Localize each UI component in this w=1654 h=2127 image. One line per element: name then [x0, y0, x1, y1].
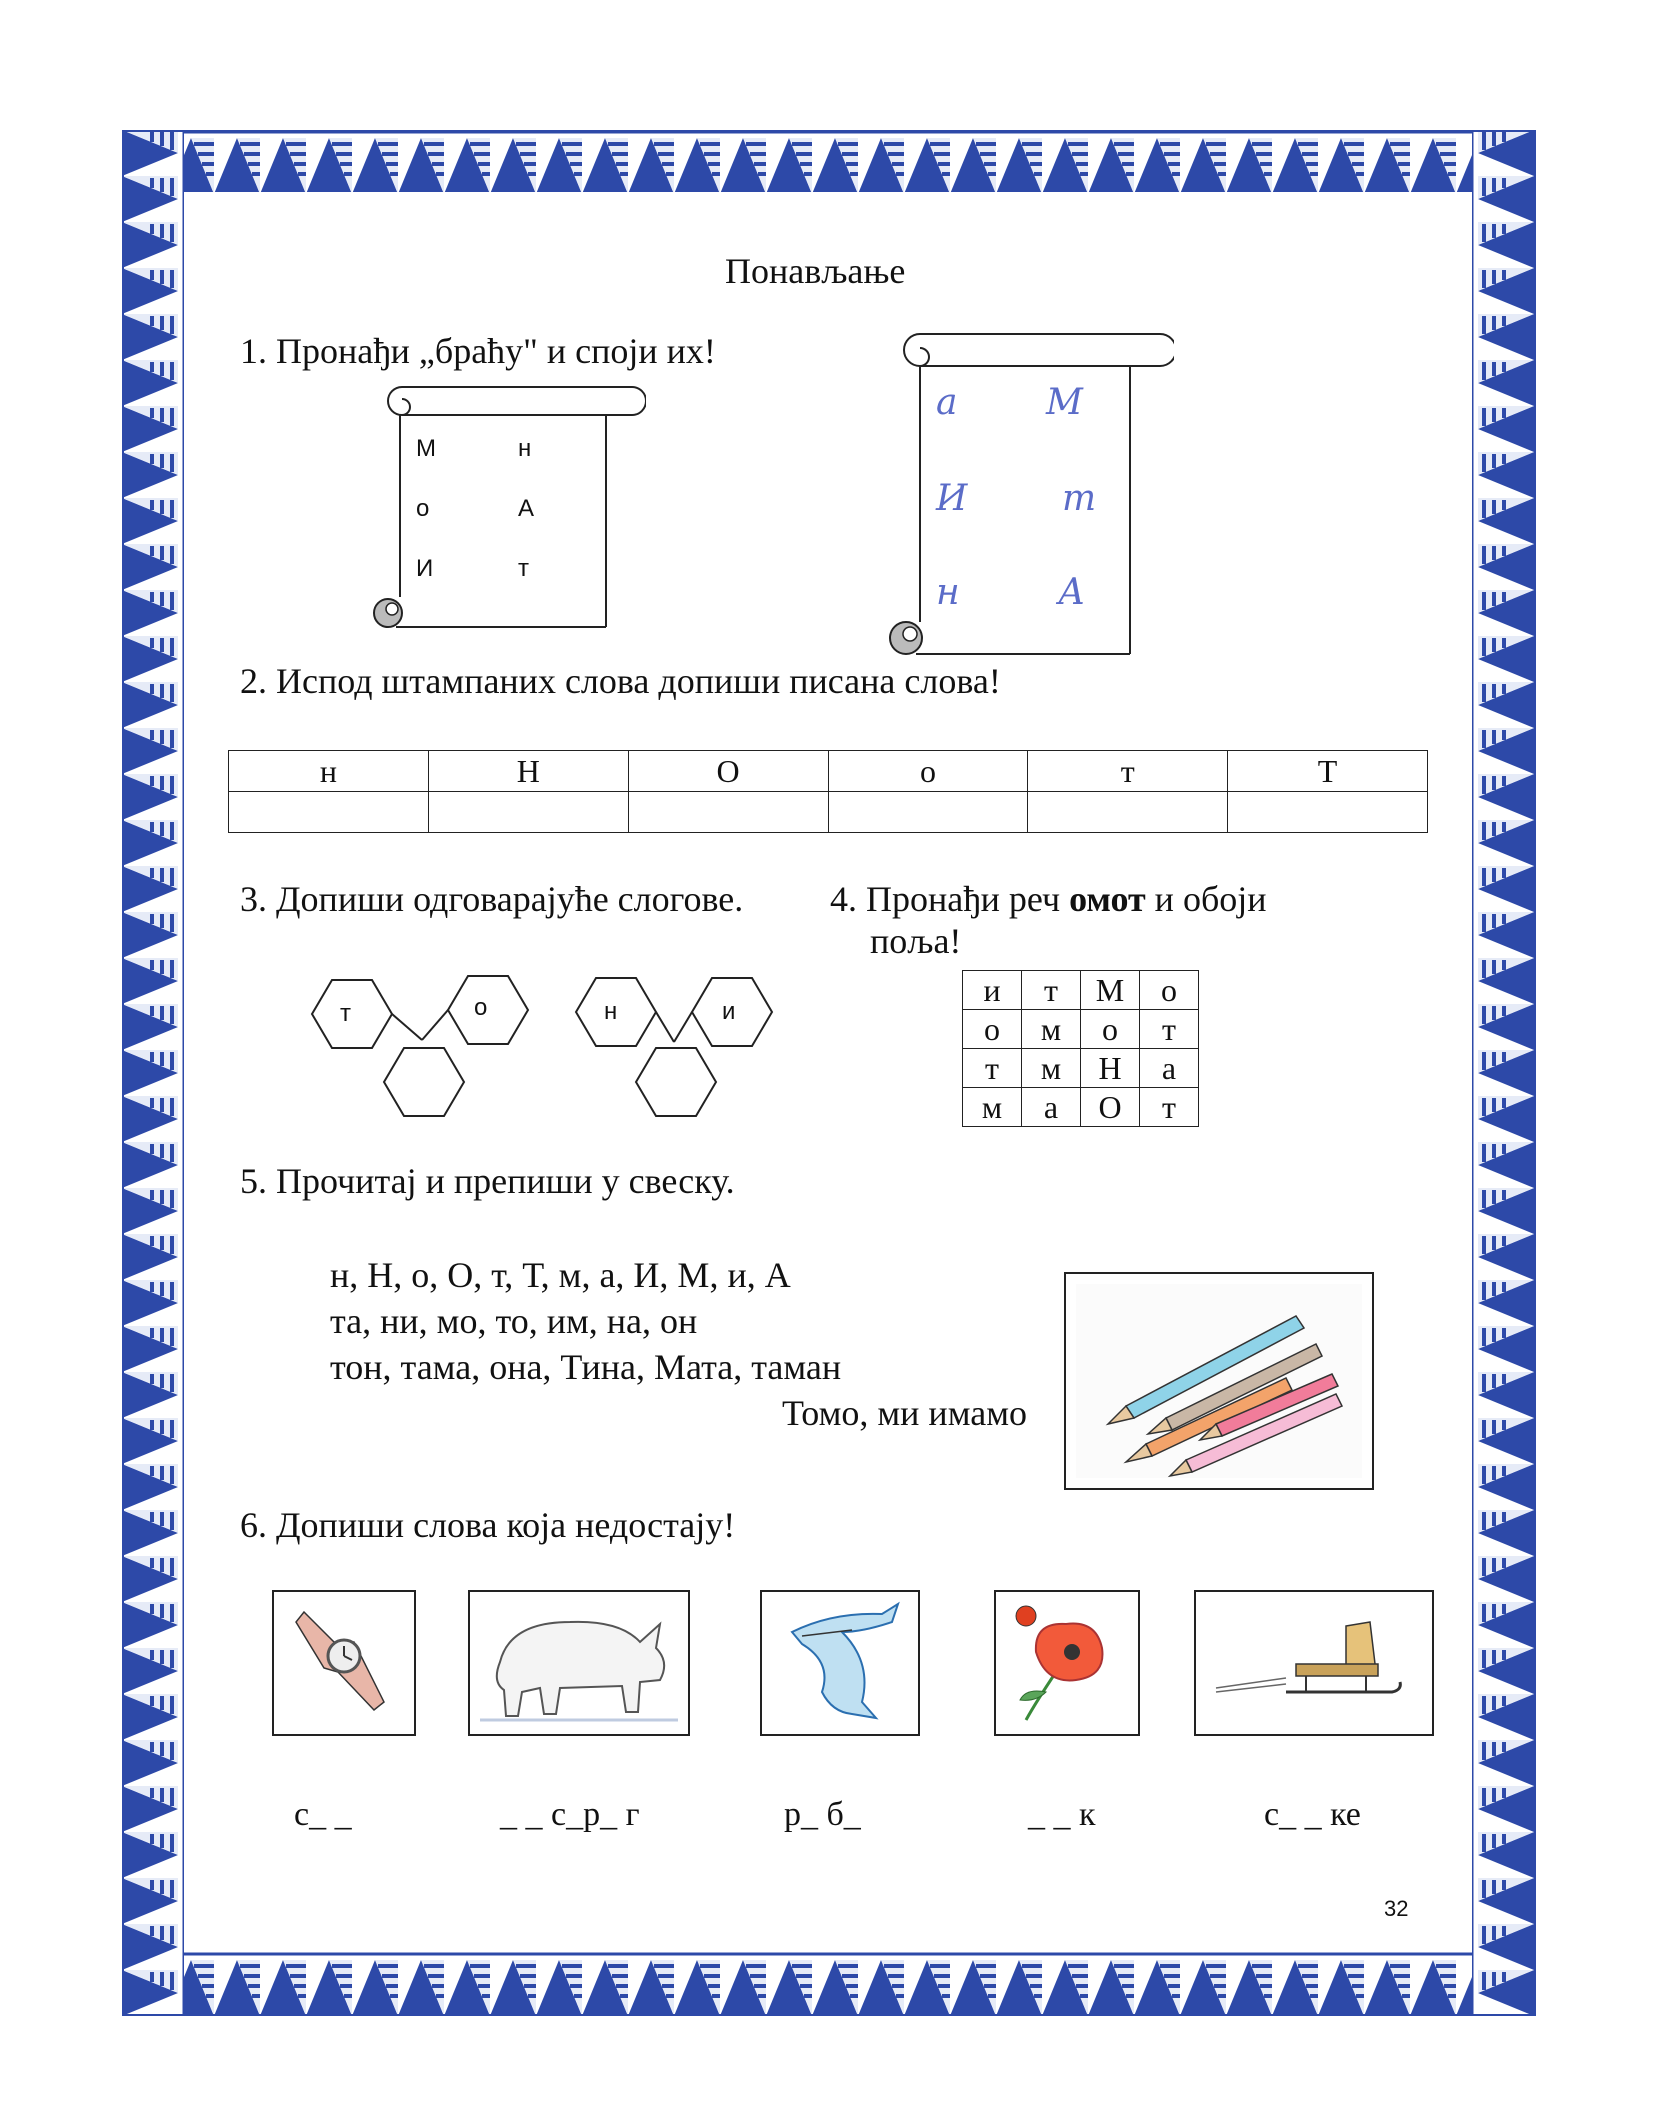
task4-instruction-suffix: и обоји [1145, 879, 1267, 919]
grid-cell[interactable]: О [1081, 1088, 1140, 1127]
shark-picture [760, 1590, 920, 1736]
missing-letters-word[interactable]: _ _ к [1028, 1796, 1096, 1833]
printed-letter: о [416, 495, 430, 522]
grid-cell[interactable]: м [1022, 1010, 1081, 1049]
grid-cell[interactable]: о [1081, 1010, 1140, 1049]
watch-picture [272, 1590, 416, 1736]
script-letter: И [936, 478, 968, 519]
printed-letter: А [518, 495, 535, 522]
reading-line: тон, тама, она, Тина, Мата, таман [330, 1347, 842, 1387]
syllable-group-1 [310, 970, 550, 1130]
grid-cell[interactable]: а [1140, 1049, 1199, 1088]
pencils-picture [1064, 1272, 1374, 1490]
script-letter: М [1046, 382, 1083, 423]
rhino-picture [468, 1590, 690, 1736]
write-cell[interactable] [428, 792, 628, 833]
grid-cell[interactable]: Н [1081, 1049, 1140, 1088]
page-number: 32 [1384, 1896, 1409, 1921]
printed-letter-cell: о [828, 751, 1028, 792]
grid-row [963, 1049, 1199, 1088]
write-cell[interactable] [1028, 792, 1228, 833]
task6-instruction: 6. Допиши слова која недостају! [240, 1505, 736, 1545]
grid-cell[interactable]: о [963, 1010, 1022, 1049]
task4-instruction [830, 878, 1267, 920]
write-cell[interactable] [1228, 792, 1428, 833]
write-cell[interactable] [828, 792, 1028, 833]
reading-line-last: Томо, ми имамо [782, 1393, 1027, 1433]
missing-letters-word[interactable]: с_ _ [294, 1796, 352, 1833]
missing-letters-word[interactable]: р_ б_ [784, 1796, 861, 1833]
script-letter: н [936, 572, 960, 613]
printed-letter-cell: н [229, 751, 429, 792]
grid-row [963, 1088, 1199, 1127]
write-cell[interactable] [628, 792, 828, 833]
task2-instruction: 2. Испод штампаних слова допиши писана слова! [240, 661, 1001, 701]
scroll-script-graphic [884, 332, 1174, 662]
syllable-letter: и [722, 998, 736, 1025]
sled-icon [1196, 1592, 1432, 1734]
syllable-letter: т [340, 1000, 351, 1027]
reading-line: та, ни, мо, то, им, на, он [330, 1301, 698, 1341]
printed-letters-row [229, 751, 1428, 792]
grid-cell[interactable]: т [963, 1049, 1022, 1088]
grid-cell[interactable]: т [1022, 971, 1081, 1010]
scroll-printed-graphic [366, 385, 646, 635]
syllable-letter: о [474, 994, 488, 1021]
task1-instruction: 1. Пронађи „браћу" и споји их! [240, 331, 716, 371]
task3-instruction: 3. Допиши одговарајуће слогове. [240, 879, 744, 919]
task4-instruction-line2: поља! [870, 921, 962, 961]
syllable-letter: н [604, 998, 618, 1025]
task4-target-word: омот [1069, 879, 1146, 919]
page-title: Понављање [725, 251, 906, 291]
missing-letters-word[interactable]: _ _ с_р_ г [500, 1796, 640, 1833]
letter-grid [962, 970, 1199, 1127]
script-letter: т [1062, 478, 1097, 519]
grid-cell[interactable]: и [963, 971, 1022, 1010]
grid-cell[interactable]: м [963, 1088, 1022, 1127]
printed-letter-cell: О [628, 751, 828, 792]
printed-letter-cell: Т [1228, 751, 1428, 792]
printed-letter-cell: т [1028, 751, 1228, 792]
shark-icon [762, 1592, 918, 1734]
rhino-icon [470, 1592, 688, 1734]
script-letter: а [936, 382, 958, 423]
grid-cell[interactable]: М [1081, 971, 1140, 1010]
grid-cell[interactable]: м [1022, 1049, 1081, 1088]
grid-cell[interactable]: о [1140, 971, 1199, 1010]
printed-letter: И [416, 555, 434, 582]
script-letter: А [1058, 572, 1086, 613]
printed-letter-cell: Н [428, 751, 628, 792]
printed-letter: М [416, 435, 436, 462]
task4-instruction-prefix: 4. Пронађи реч [830, 879, 1070, 919]
write-cell[interactable] [229, 792, 429, 833]
task5-instruction: 5. Прочитај и препиши у свеску. [240, 1161, 735, 1201]
reading-line: н, Н, о, О, т, Т, м, а, И, М, и, А [330, 1255, 791, 1295]
grid-cell[interactable]: т [1140, 1088, 1199, 1127]
printed-letter: н [518, 435, 532, 462]
watch-icon [274, 1592, 414, 1734]
scroll-script [884, 332, 1174, 662]
write-row [229, 792, 1428, 833]
blank-hexagon[interactable] [388, 1052, 458, 1112]
letters-table [228, 750, 1428, 833]
grid-cell[interactable]: а [1022, 1088, 1081, 1127]
grid-row [963, 1010, 1199, 1049]
poppy-flower-icon [996, 1592, 1138, 1734]
blank-hexagon[interactable] [640, 1052, 710, 1112]
grid-cell[interactable]: т [1140, 1010, 1199, 1049]
sled-picture [1194, 1590, 1434, 1736]
pencils-icon [1066, 1274, 1372, 1488]
printed-letter: т [518, 555, 529, 582]
missing-letters-word[interactable]: с_ _ ке [1264, 1796, 1361, 1833]
syllable-group-2 [574, 970, 814, 1130]
scroll-printed [366, 385, 646, 635]
grid-row [963, 971, 1199, 1010]
poppy-picture [994, 1590, 1140, 1736]
